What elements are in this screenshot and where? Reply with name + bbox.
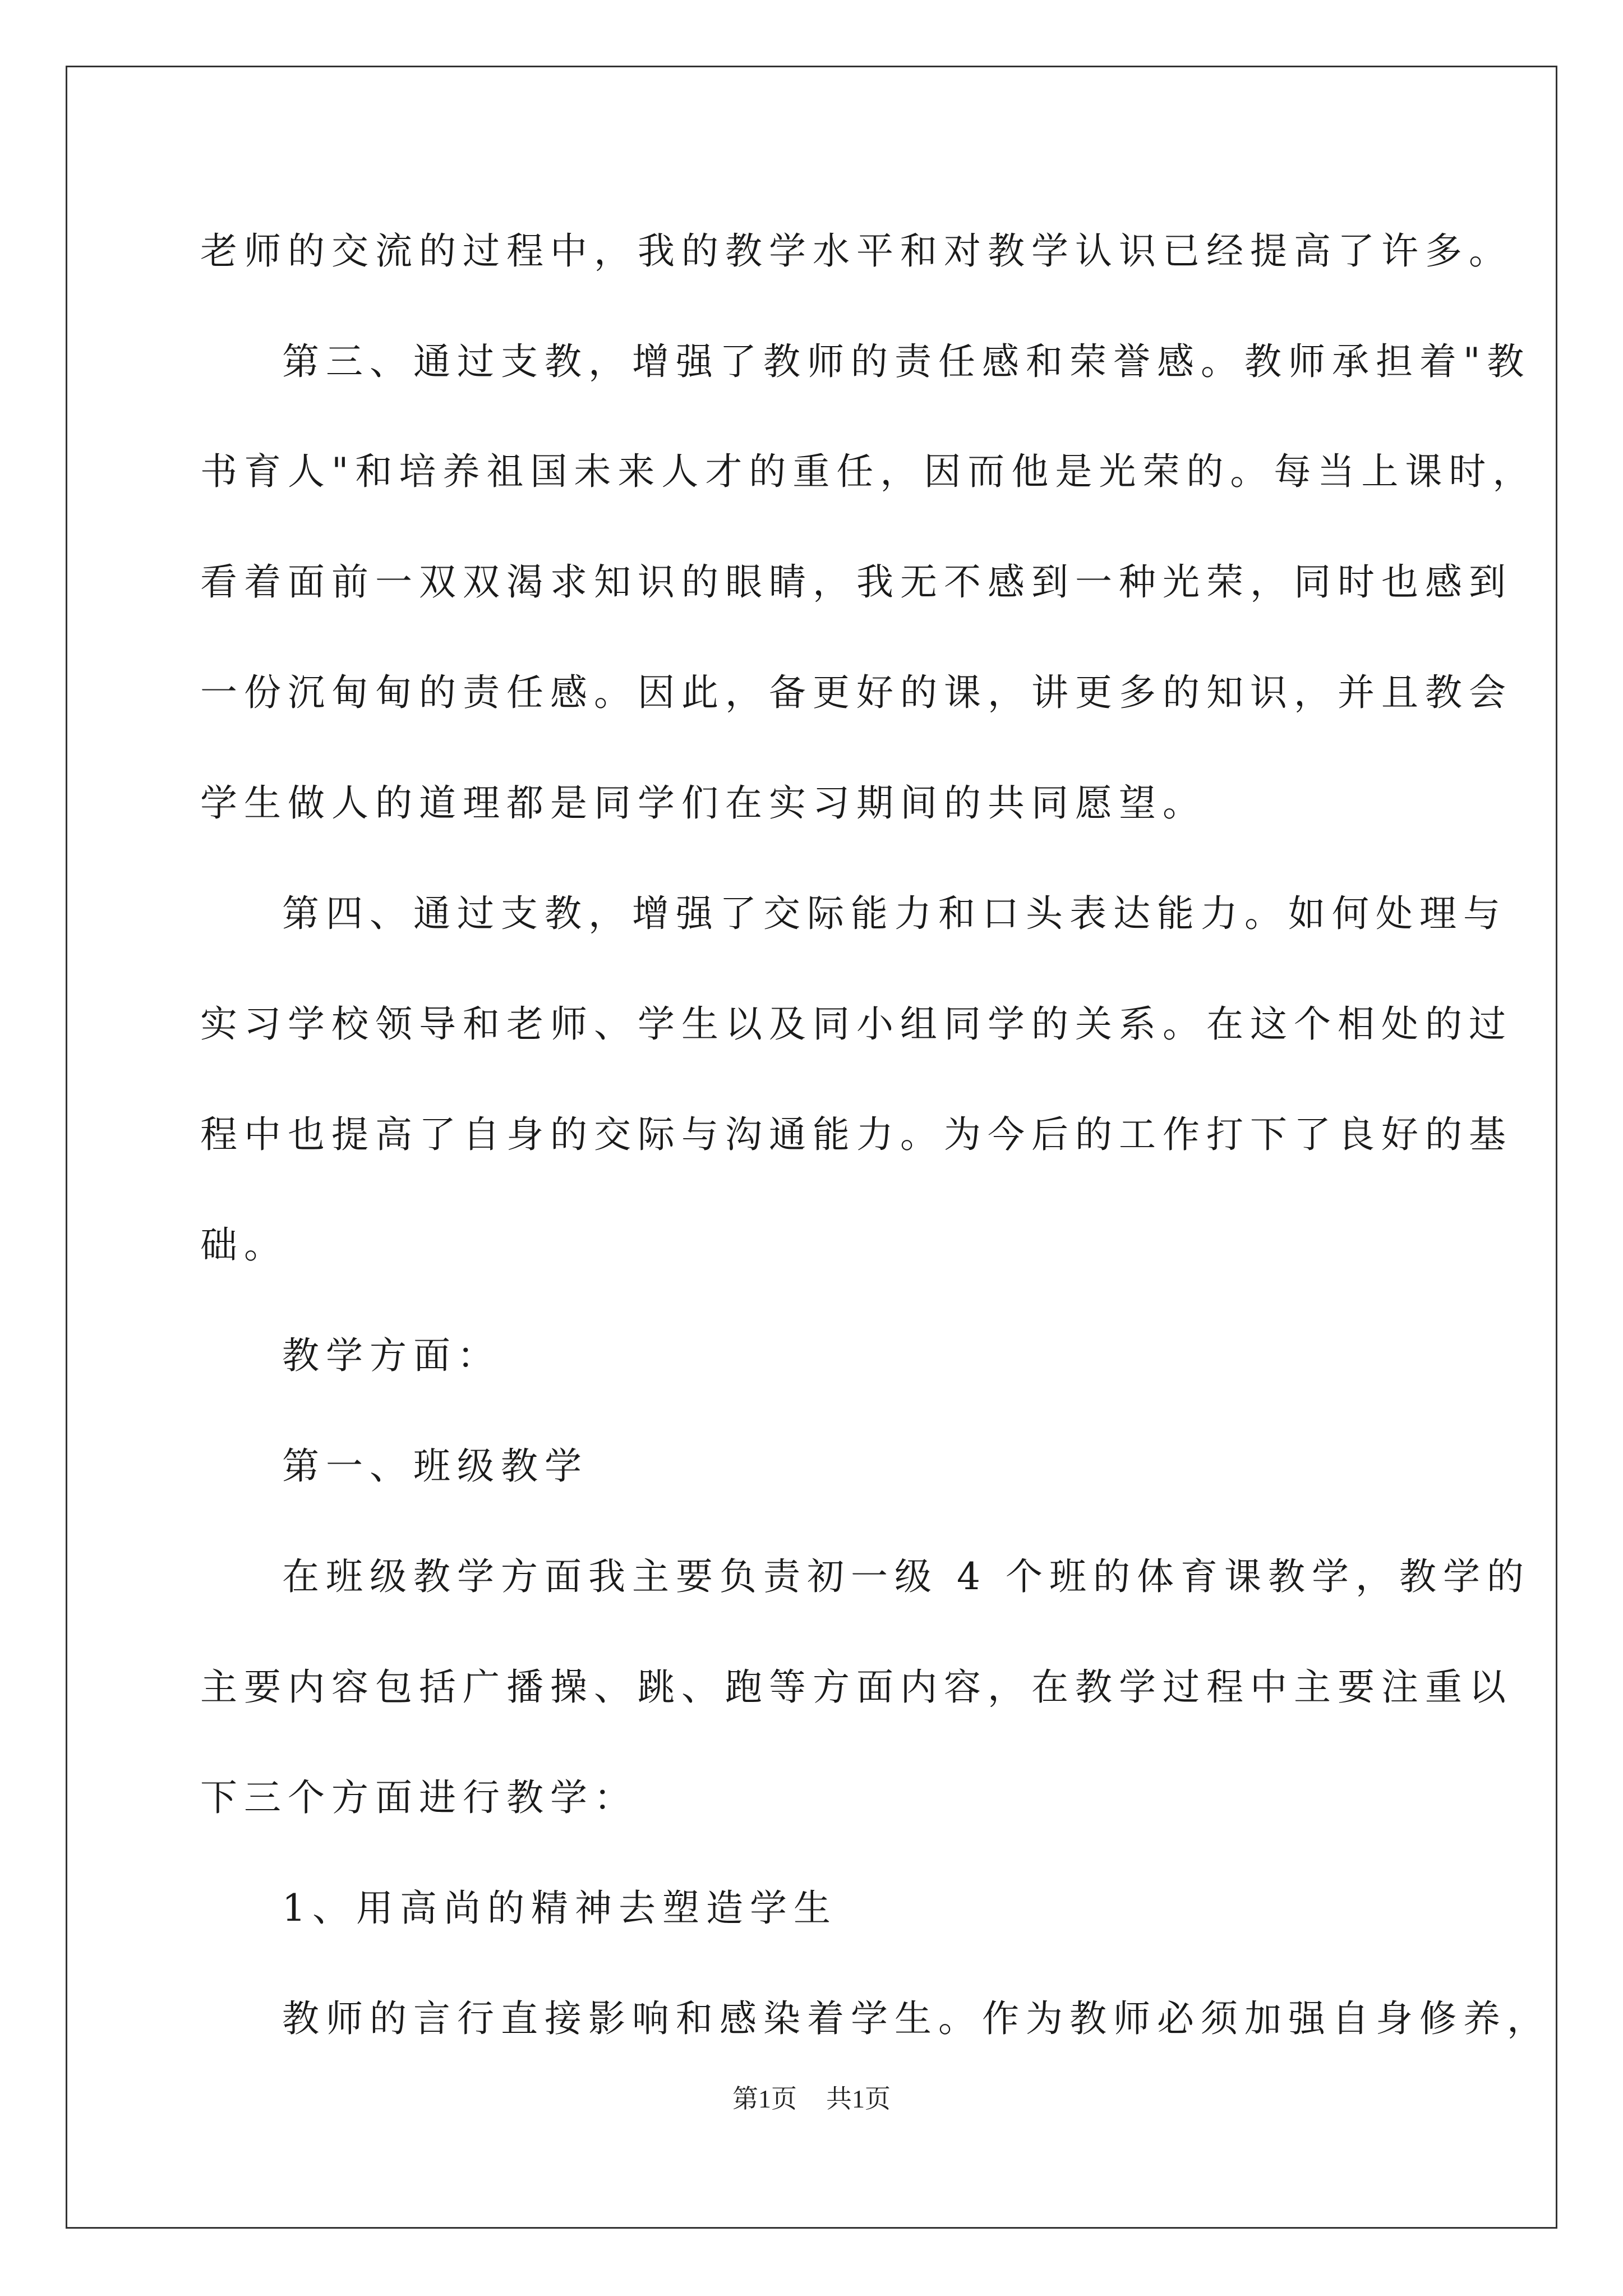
paragraph-start-line: 第四、通过支教，增强了交际能力和口头表达能力。如何处理与 — [282, 892, 1507, 935]
list-item-heading: 1、用高尚的精神去塑造学生 — [282, 1887, 837, 1930]
text-line: 下三个方面进行教学： — [200, 1776, 638, 1819]
text-line: 一份沉甸甸的责任感。因此，备更好的课，讲更多的知识，并且教会 — [200, 671, 1513, 714]
page-number-total: 共1页 — [826, 2085, 891, 2113]
text-line: 老师的交流的过程中，我的教学水平和对教学认识已经提高了许多。 — [200, 229, 1513, 273]
text-line: 书育人"和培养祖国未来人才的重任，因而他是光荣的。每当上课时， — [200, 450, 1537, 493]
paragraph-start-line: 在班级教学方面我主要负责初一级 4 个班的体育课教学，教学的 — [282, 1555, 1530, 1598]
section-heading: 教学方面： — [282, 1334, 501, 1377]
text-line: 学生做人的道理都是同学们在实习期间的共同愿望。 — [200, 781, 1206, 825]
paragraph-start-line: 第三、通过支教，增强了教师的责任感和荣誉感。教师承担着"教 — [282, 340, 1531, 383]
text-line: 主要内容包括广播操、跳、跑等方面内容，在教学过程中主要注重以 — [200, 1665, 1513, 1709]
text-line: 础。 — [200, 1223, 288, 1267]
paragraph-start-line: 教师的言行直接影响和感染着学生。作为教师必须加强自身修养， — [282, 1997, 1551, 2040]
text-line: 看着面前一双双渴求知识的眼睛，我无不感到一种光荣，同时也感到 — [200, 560, 1513, 604]
text-line: 实习学校领导和老师、学生以及同小组同学的关系。在这个相处的过 — [200, 1002, 1513, 1046]
page-number-current: 第1页 — [732, 2085, 797, 2113]
text-line: 程中也提高了自身的交际与沟通能力。为今后的工作打下了良好的基 — [200, 1113, 1513, 1156]
subsection-heading: 第一、班级教学 — [282, 1444, 588, 1488]
page-footer — [0, 2082, 1623, 2116]
